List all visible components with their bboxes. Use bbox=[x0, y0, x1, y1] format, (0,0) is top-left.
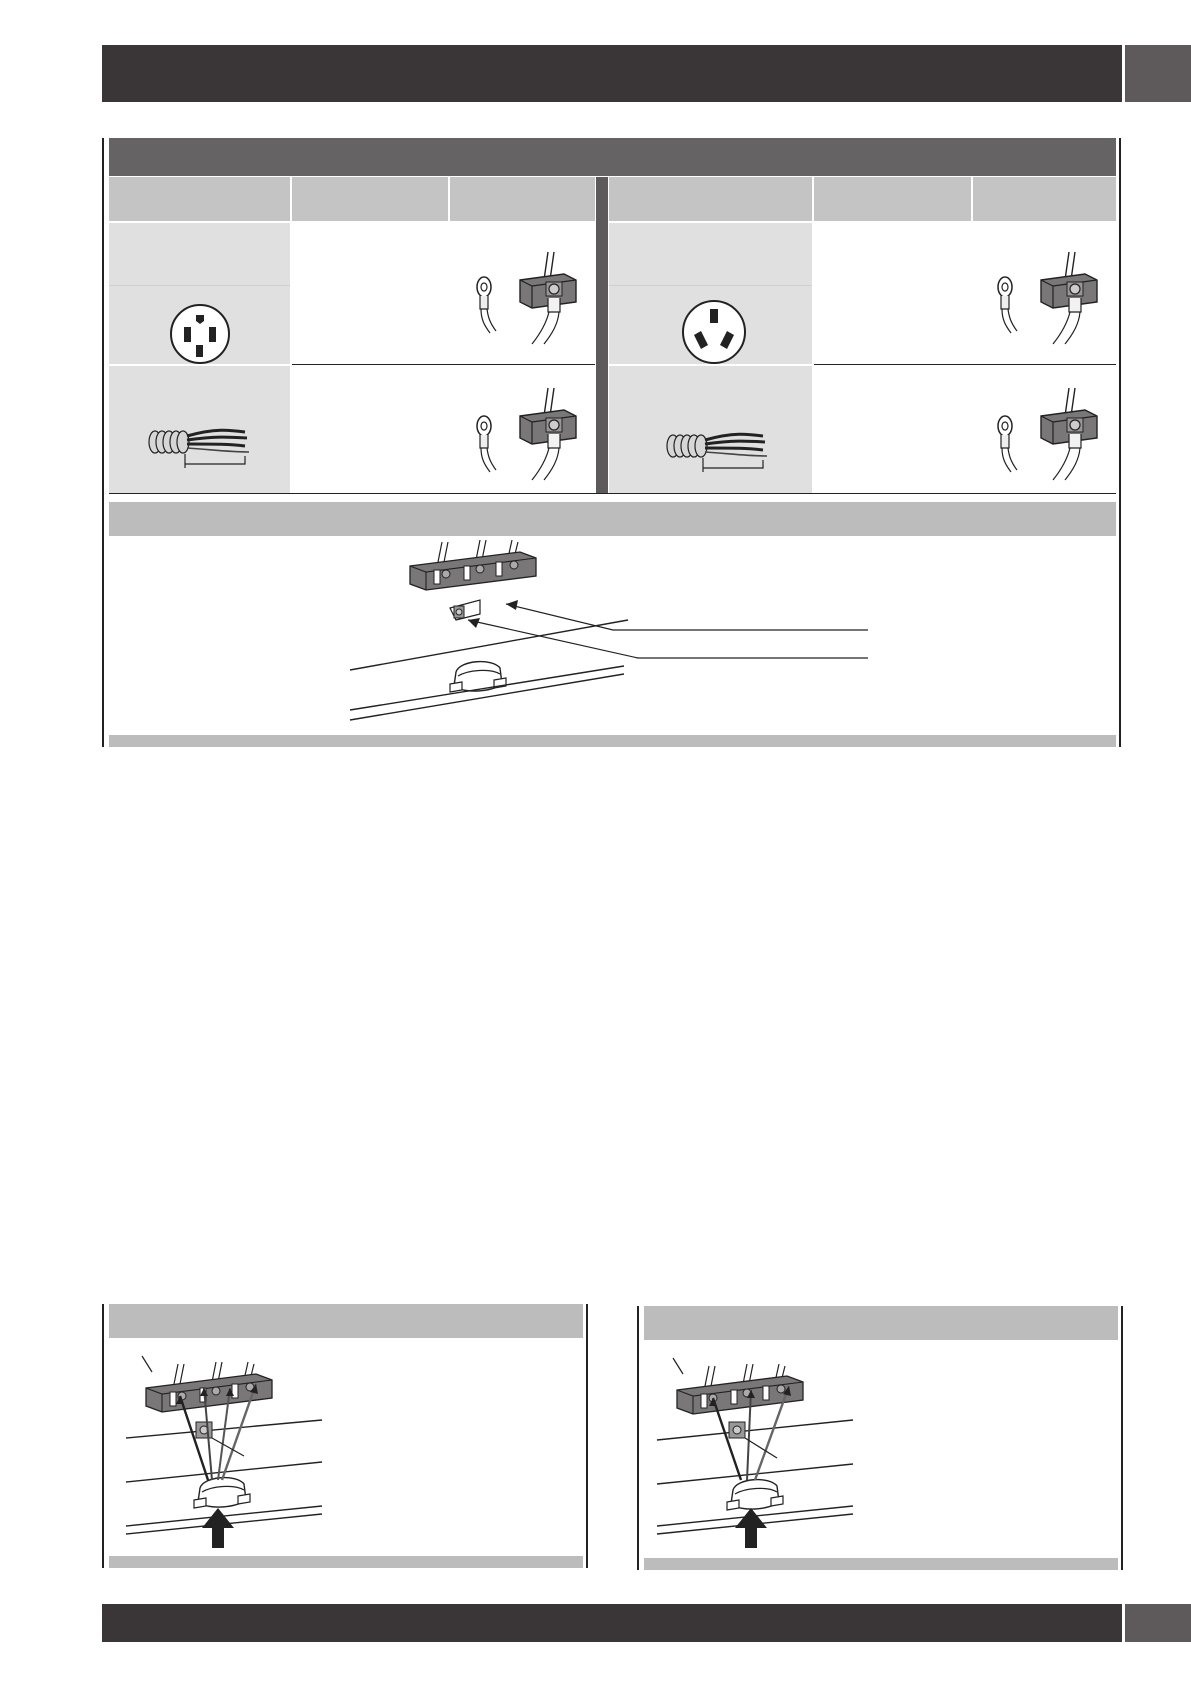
four-wire-connection-panel bbox=[102, 1304, 588, 1568]
top-page-tab bbox=[1125, 45, 1191, 102]
table-cell-4wire-outlet-terminal bbox=[450, 223, 595, 364]
table-cell-3wire-outlet-method bbox=[814, 223, 971, 364]
column-header-4wire-terminal bbox=[450, 177, 595, 221]
column-header-3wire-terminal bbox=[973, 177, 1116, 221]
table-cell-3wire-outlet bbox=[609, 223, 812, 364]
three-prong-outlet-icon bbox=[681, 299, 747, 365]
table-cell-4wire-cable bbox=[109, 366, 290, 493]
column-header-3wire-method bbox=[814, 177, 971, 221]
terminal-block-connection-icon bbox=[1039, 386, 1099, 481]
four-prong-outlet-icon bbox=[169, 303, 231, 365]
three-wire-connection-header bbox=[644, 1306, 1118, 1340]
ring-terminal-icon bbox=[995, 275, 1019, 335]
table-cell-3wire-cable bbox=[609, 366, 812, 493]
table-cell-3wire-cable-method bbox=[814, 366, 971, 493]
ring-terminal-icon bbox=[474, 414, 498, 474]
terminal-block-connection-icon bbox=[518, 250, 578, 345]
terminal-block-section-footer bbox=[109, 735, 1116, 747]
table-cell-4wire-outlet-method bbox=[292, 223, 448, 364]
four-wire-connection-illustration bbox=[122, 1342, 422, 1548]
four-wire-connection-header bbox=[109, 1304, 583, 1338]
wiring-panel bbox=[102, 138, 1121, 747]
terminal-block-overview-illustration bbox=[348, 540, 968, 730]
bottom-footer-bar bbox=[102, 1604, 1122, 1642]
three-wire-connection-footer bbox=[644, 1558, 1118, 1570]
bottom-page-tab bbox=[1125, 1604, 1191, 1642]
table-cell-3wire-cable-terminal bbox=[973, 366, 1116, 493]
table-cell-4wire-cable-method bbox=[292, 366, 448, 493]
three-wire-connection-panel bbox=[637, 1306, 1123, 1570]
top-header-bar bbox=[102, 45, 1122, 102]
ring-terminal-icon bbox=[474, 275, 498, 335]
wiring-panel-header bbox=[109, 138, 1116, 176]
four-wire-connection-footer bbox=[109, 1556, 583, 1568]
four-wire-cable-icon bbox=[145, 422, 255, 472]
column-header-4wire-method bbox=[292, 177, 448, 221]
terminal-block-connection-icon bbox=[518, 386, 578, 481]
column-header-4wire-source bbox=[109, 177, 290, 221]
terminal-block-connection-icon bbox=[1039, 250, 1099, 345]
table-cell-4wire-outlet bbox=[109, 223, 290, 364]
ring-terminal-icon bbox=[995, 414, 1019, 474]
table-cell-3wire-outlet-terminal bbox=[973, 223, 1116, 364]
column-header-3wire-source bbox=[609, 177, 812, 221]
terminal-block-section-bar bbox=[109, 502, 1116, 536]
three-wire-connection-illustration bbox=[653, 1342, 953, 1548]
table-cell-4wire-cable-terminal bbox=[450, 366, 595, 493]
table-divider bbox=[596, 177, 608, 493]
three-wire-cable-icon bbox=[663, 426, 773, 476]
